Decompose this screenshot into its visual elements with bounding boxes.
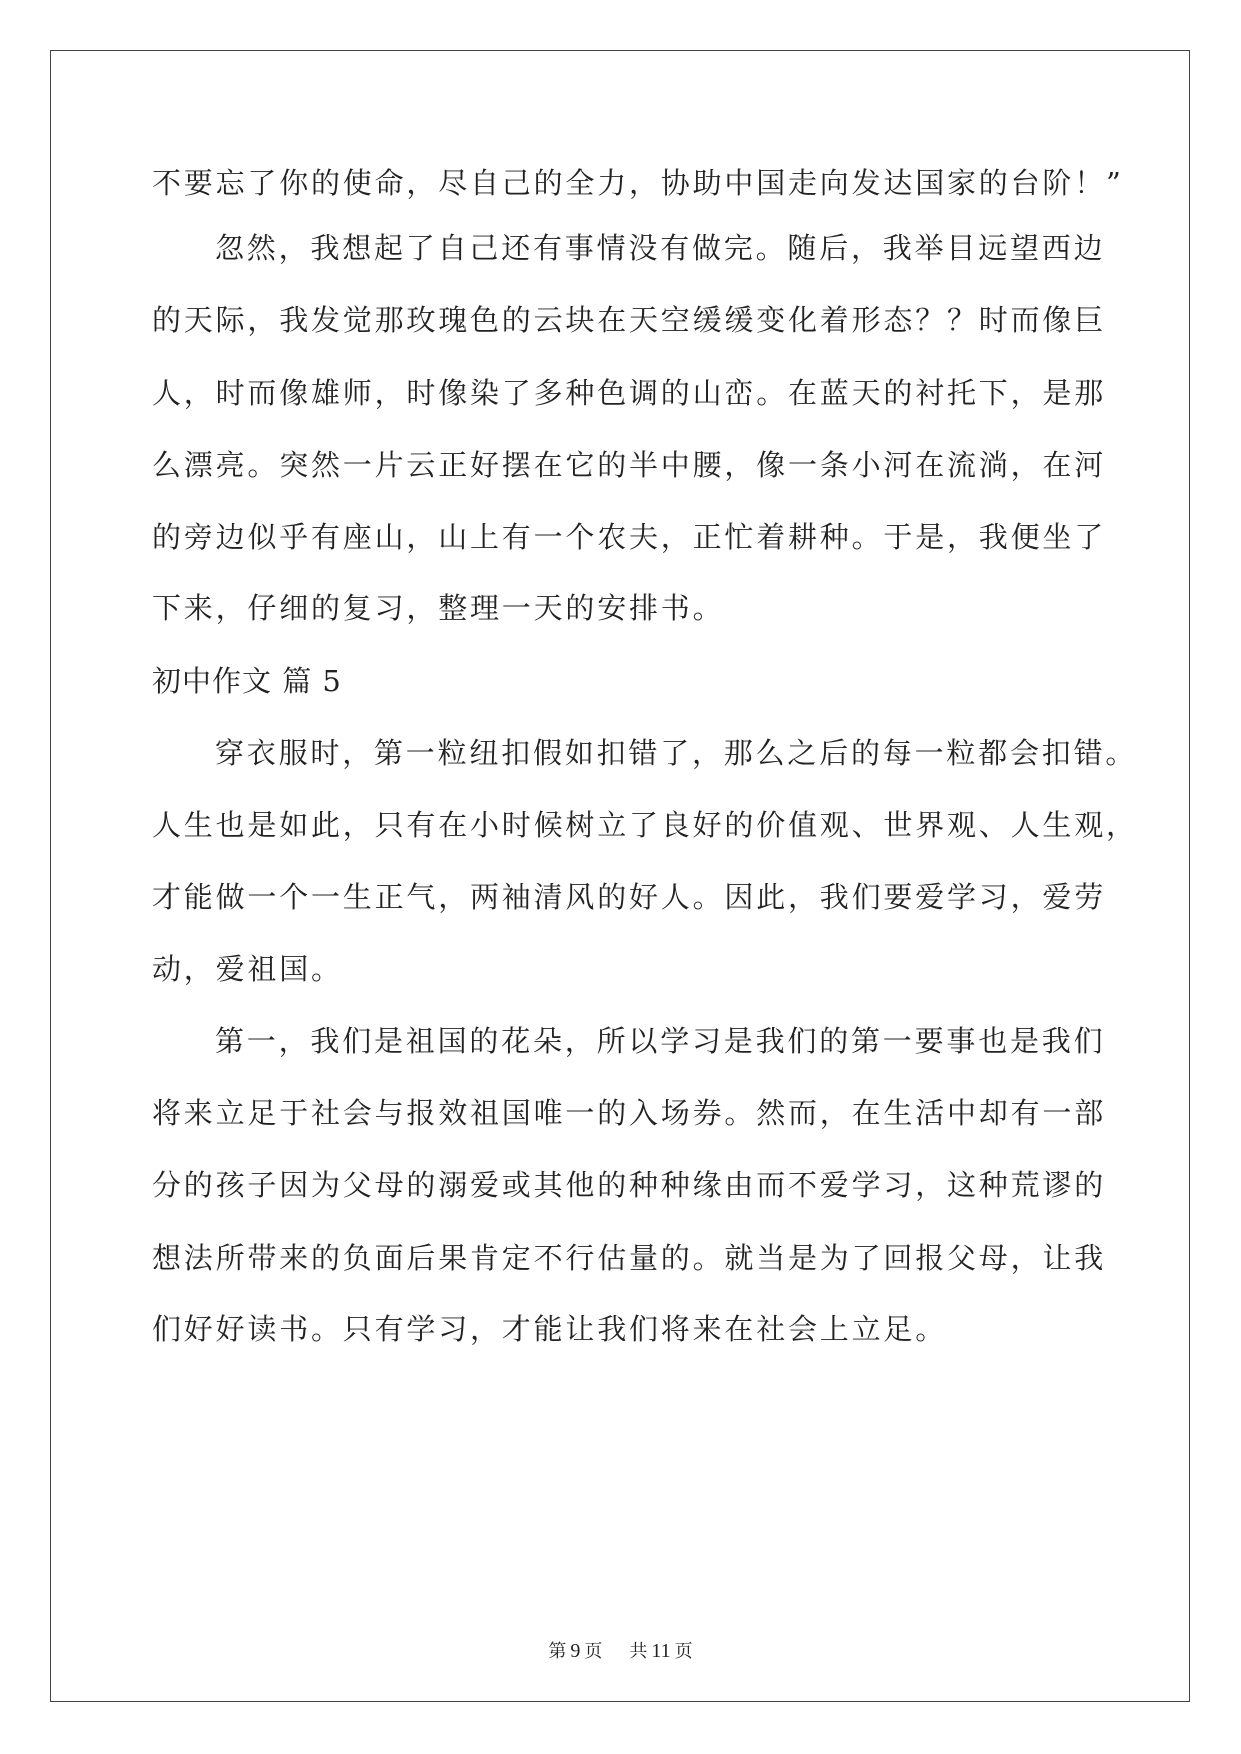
page-suffix: 页 xyxy=(584,1641,603,1662)
paragraph-start-line: 忽然，我想起了自己还有事情没有做完。随后，我举目远望西边 xyxy=(215,231,1106,265)
page-prefix: 第 xyxy=(548,1641,567,1662)
text-line: 的天际，我发觉那玫瑰色的云块在天空缓缓变化着形态？？时而像巨 xyxy=(152,303,1107,337)
text-line: 将来立足于社会与报效祖国唯一的入场券。然而，在生活中却有一部 xyxy=(152,1096,1107,1130)
text-line: 下来，仔细的复习，整理一天的安排书。 xyxy=(152,591,725,625)
text-line: 想法所带来的负面后果肯定不行估量的。就当是为了回报父母，让我 xyxy=(152,1241,1107,1275)
text-line: 人生也是如此，只有在小时候树立了良好的价值观、世界观、人生观， xyxy=(152,808,1138,842)
total-pages: 11 xyxy=(651,1640,671,1662)
page-border xyxy=(50,50,1190,1702)
text-line: 的旁边似乎有座山，山上有一个农夫，正忙着耕种。于是，我便坐了 xyxy=(152,520,1107,554)
total-suffix: 页 xyxy=(674,1641,693,1662)
paragraph-start-line: 第一，我们是祖国的花朵，所以学习是我们的第一要事也是我们 xyxy=(215,1024,1106,1058)
text-line: 人，时而像雄师，时像染了多种色调的山峦。在蓝天的衬托下，是那 xyxy=(152,376,1107,410)
paragraph-start-line: 穿衣服时，第一粒纽扣假如扣错了，那么之后的每一粒都会扣错。 xyxy=(215,736,1138,770)
text-line: 才能做一个一生正气，两袖清风的好人。因此，我们要爱学习，爱劳 xyxy=(152,880,1107,914)
text-line: 们好好读书。只有学习，才能让我们将来在社会上立足。 xyxy=(152,1312,948,1346)
text-line: 动，爱祖国。 xyxy=(152,952,343,986)
total-prefix: 共 xyxy=(629,1641,648,1662)
text-line: 分的孩子因为父母的溺爱或其他的种种缘由而不爱学习，这种荒谬的 xyxy=(152,1168,1107,1202)
text-line: 不要忘了你的使命，尽自己的全力，协助中国走向发达国家的台阶！” xyxy=(152,166,1124,200)
section-heading: 初中作文 篇 5 xyxy=(152,664,342,698)
text-line: 么漂亮。突然一片云正好摆在它的半中腰，像一条小河在流淌，在河 xyxy=(152,448,1107,482)
page-footer xyxy=(0,1640,1241,1663)
page-number: 9 xyxy=(570,1640,581,1662)
